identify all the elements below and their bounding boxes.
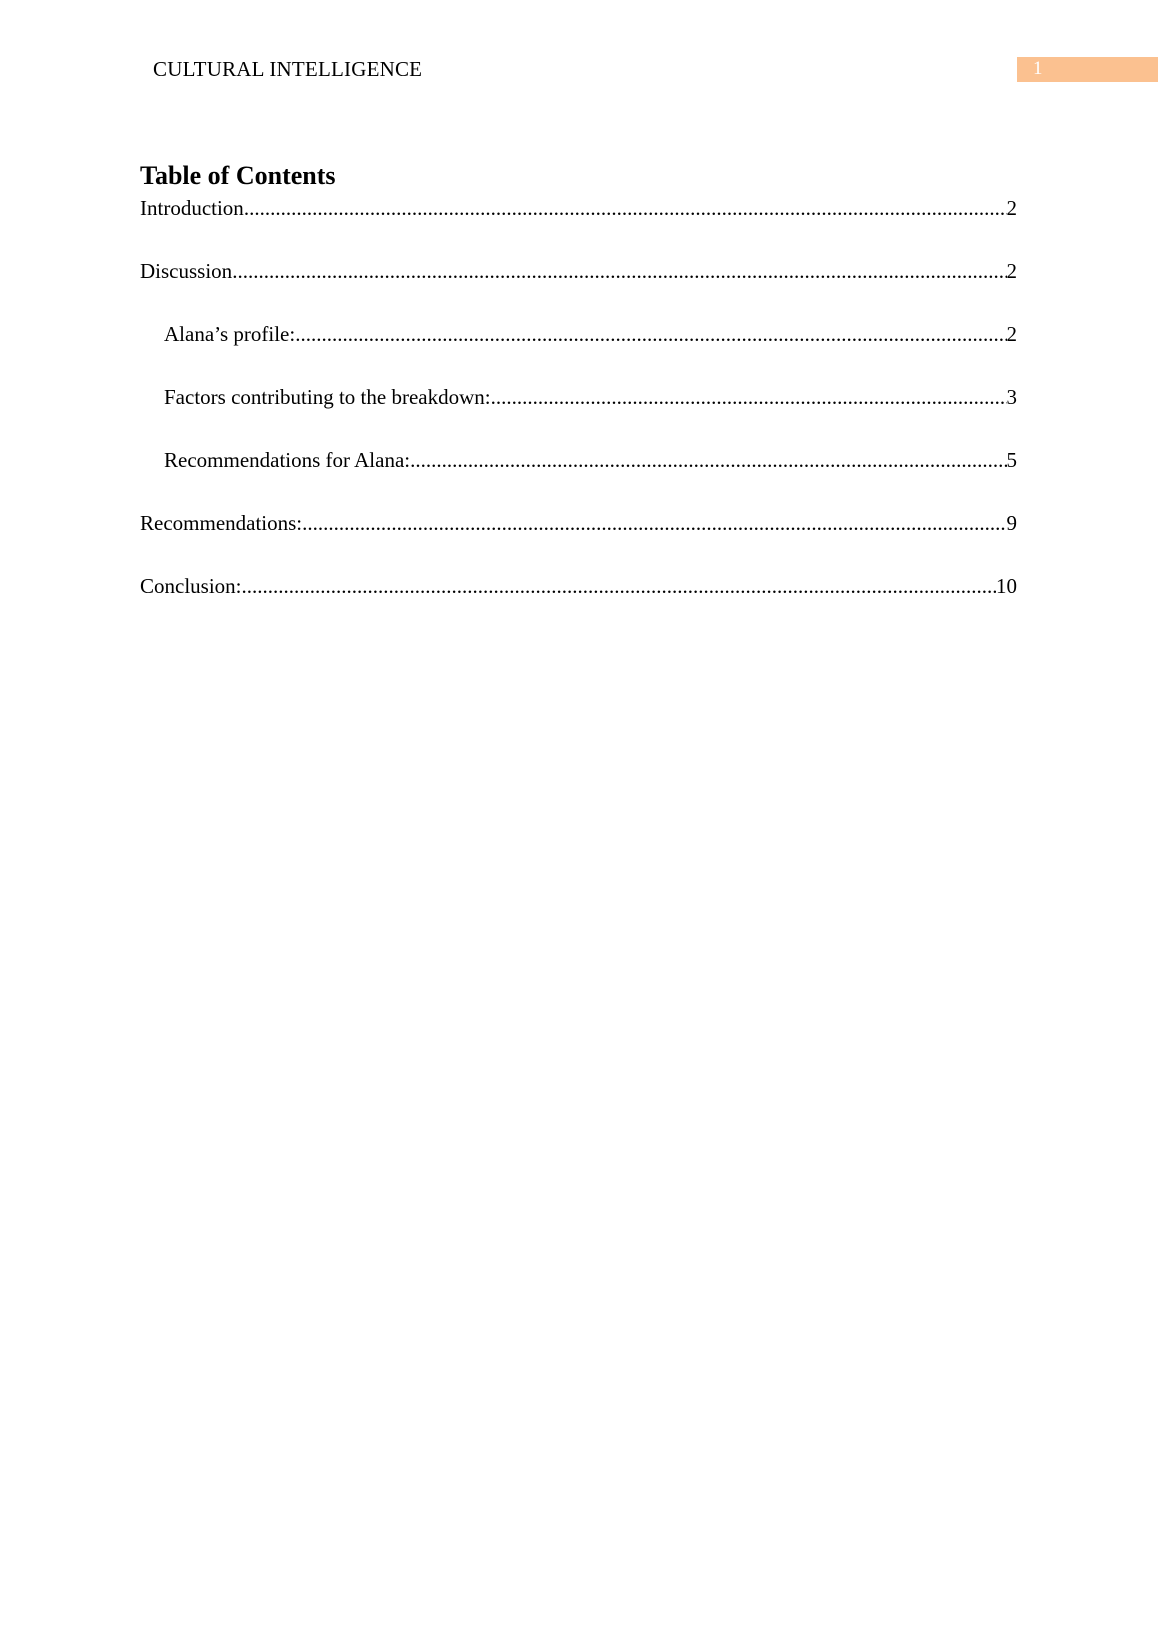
toc-entry-label: Recommendations:: [140, 511, 303, 535]
toc-entry-recommendations[interactable]: [140, 511, 1017, 535]
toc-entry-page: 2: [1006, 259, 1017, 283]
toc-entry-page: 5: [1006, 448, 1017, 472]
toc-entry-page: 2: [1006, 322, 1017, 346]
toc-entry-factors-breakdown[interactable]: [140, 385, 1017, 409]
page-number: 1: [1033, 58, 1043, 79]
toc-entry-discussion[interactable]: [140, 259, 1017, 283]
dot-leader: [242, 574, 996, 598]
dot-leader: [410, 448, 1006, 472]
dot-leader: [295, 322, 1006, 346]
toc-heading: Table of Contents: [140, 161, 336, 190]
toc-entry-page: 3: [1006, 385, 1017, 409]
toc-entry-alanas-profile[interactable]: [140, 322, 1017, 346]
dot-leader: [491, 385, 1007, 409]
toc-entry-label: Discussion: [140, 259, 233, 283]
running-header-title: CULTURAL INTELLIGENCE: [153, 57, 423, 81]
toc-entry-label: Factors contributing to the breakdown:: [164, 385, 491, 409]
toc-entry-label: Alana’s profile:: [164, 322, 296, 346]
toc-entry-conclusion[interactable]: [140, 574, 1017, 598]
dot-leader: [302, 511, 1006, 535]
toc-entry-label: Conclusion:: [140, 574, 242, 598]
dot-leader: [232, 259, 1006, 283]
toc-entry-page: 2: [1006, 196, 1017, 220]
page-number-badge: [1017, 57, 1158, 82]
toc-entry-page: 9: [1006, 511, 1017, 535]
toc-entry-label: Recommendations for Alana:: [164, 448, 411, 472]
toc-entry-page: 10: [996, 574, 1017, 598]
toc-entry-label: Introduction: [140, 196, 244, 220]
table-of-contents: [140, 196, 1017, 637]
dot-leader: [244, 196, 1007, 220]
toc-entry-recommendations-for-alana[interactable]: [140, 448, 1017, 472]
toc-entry-introduction[interactable]: [140, 196, 1017, 220]
